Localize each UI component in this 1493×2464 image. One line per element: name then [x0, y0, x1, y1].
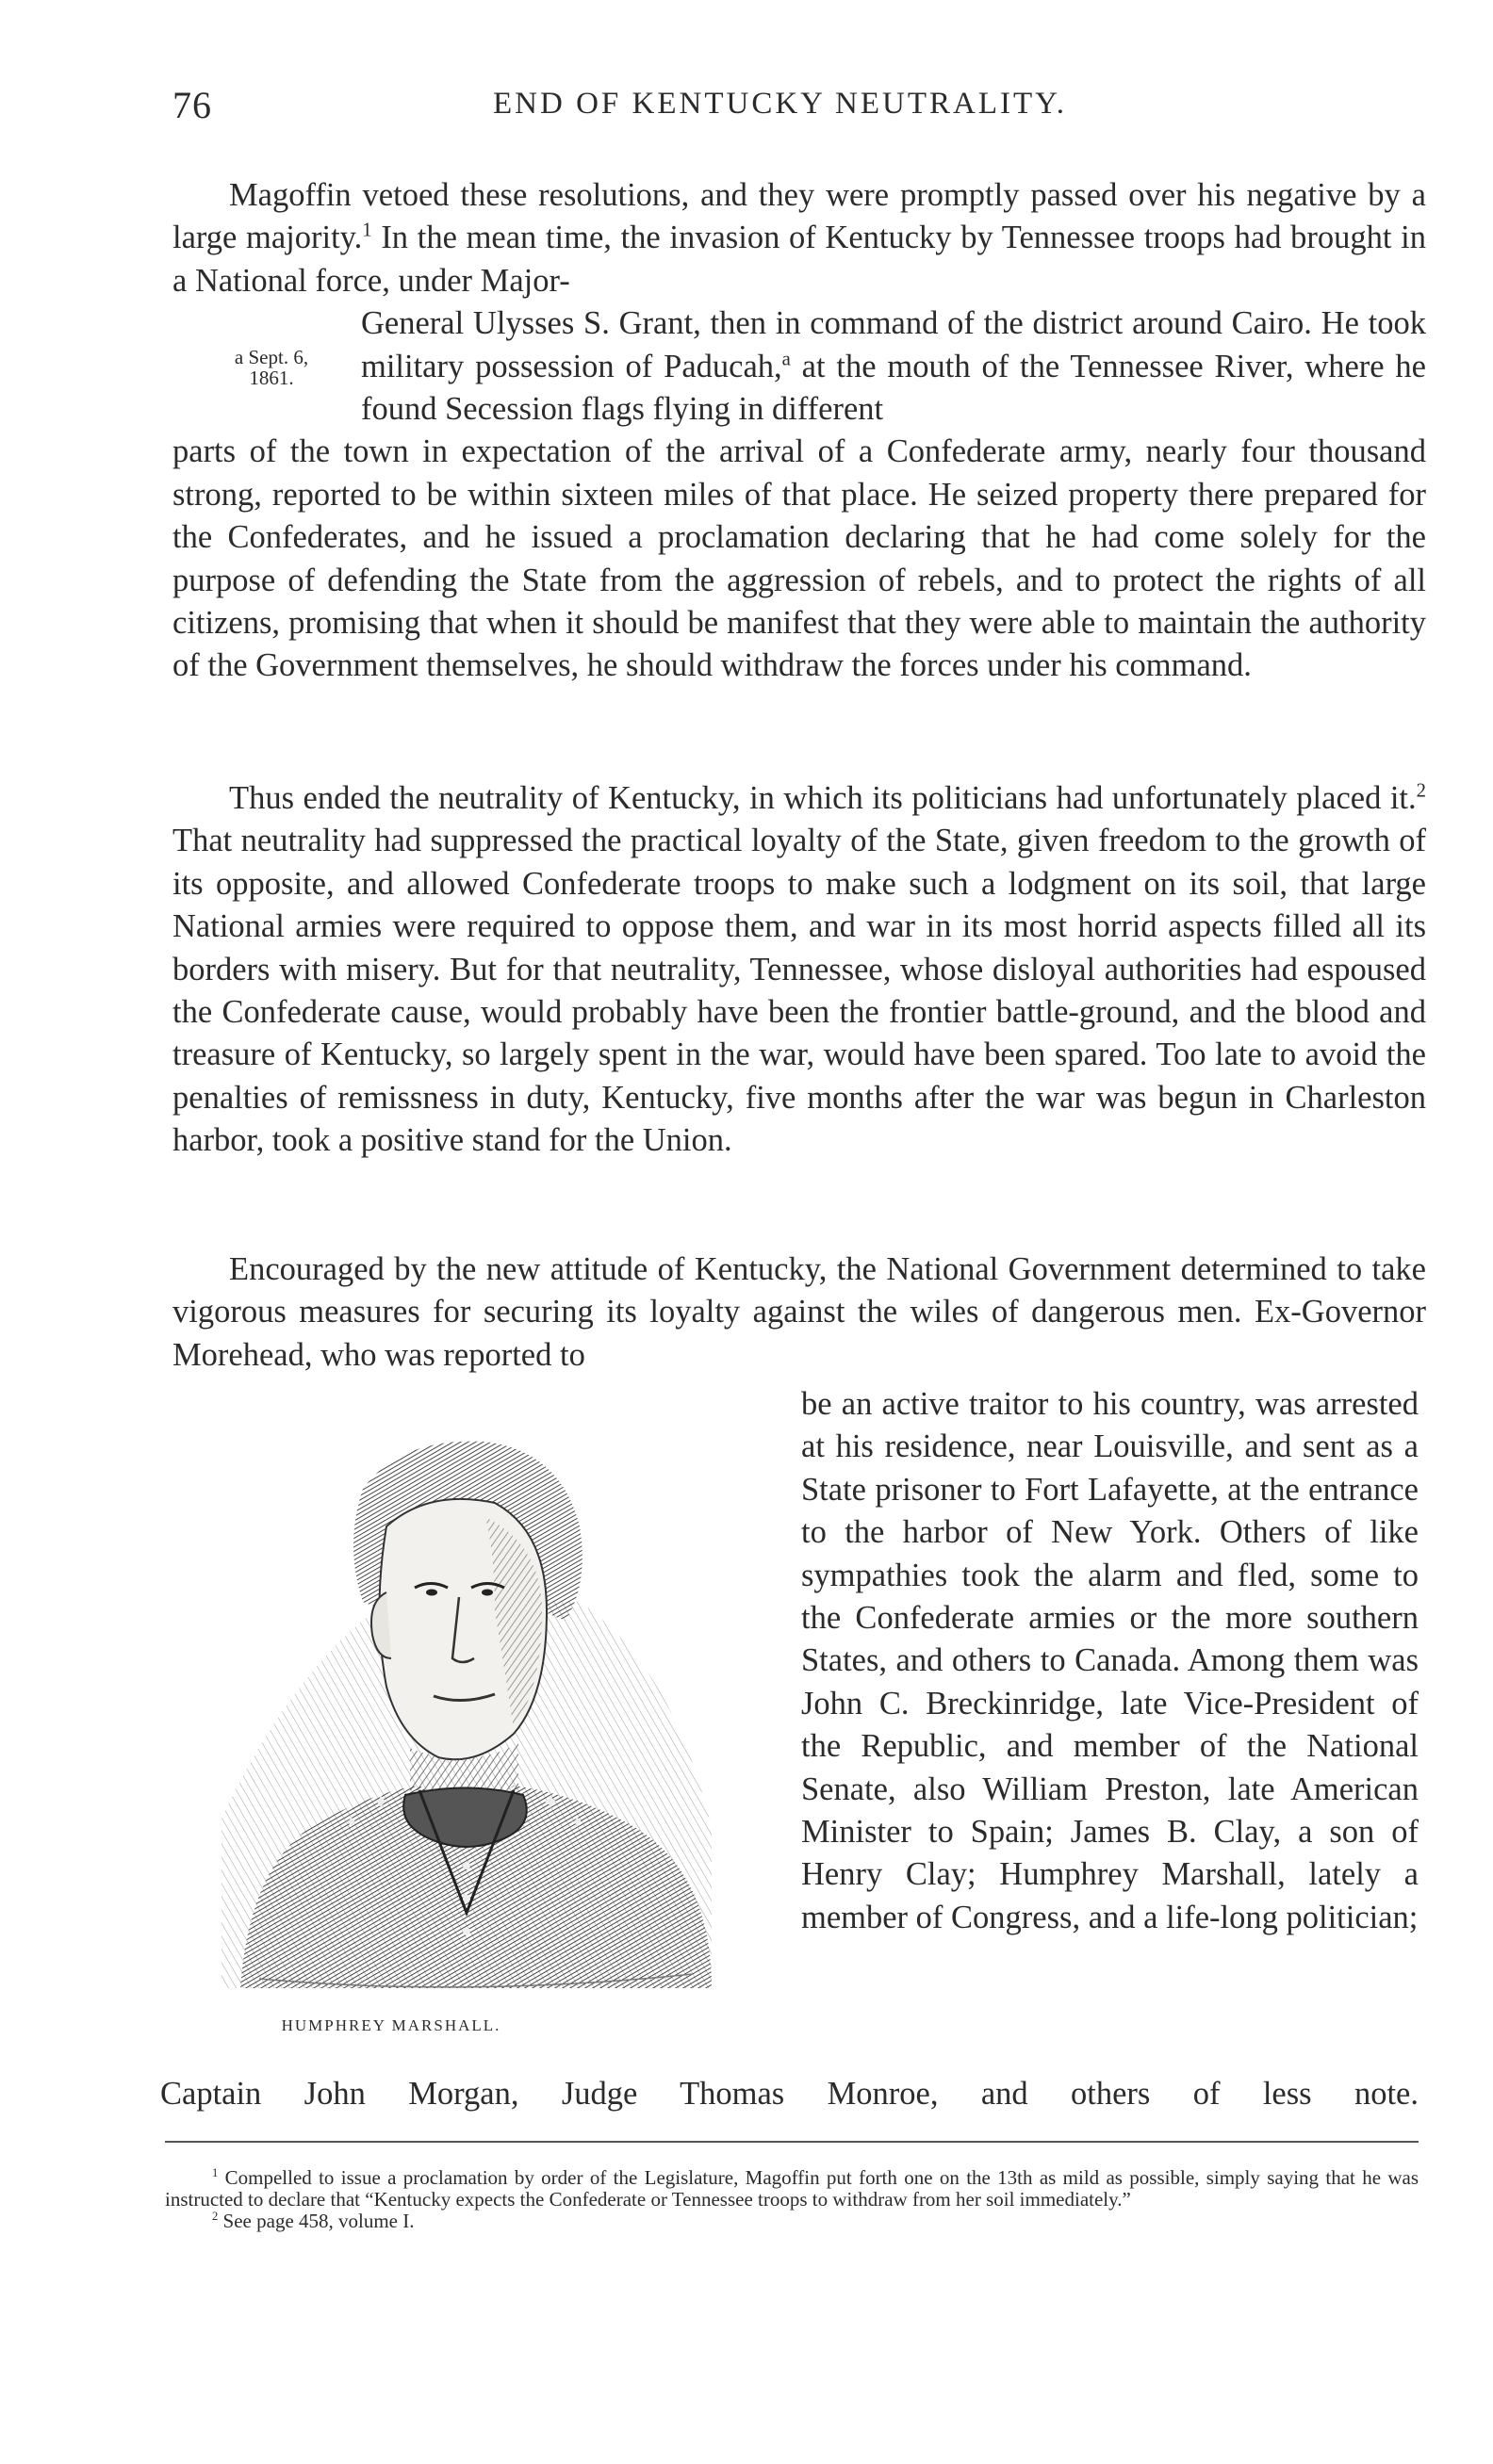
svg-text:✦: ✦ — [344, 1813, 359, 1833]
paragraph-3-closing-line: Captain John Morgan, Judge Thomas Monroe, and others of less note. — [160, 2076, 1419, 2112]
footnote-2 — [165, 2211, 1419, 2232]
footnote-rule — [165, 2141, 1419, 2143]
paragraph-1-text-d: at the mouth of the Tennessee River, where he found Secession flags flying in different — [361, 348, 1426, 428]
footnote-1 — [165, 2167, 1419, 2211]
marginal-ref-a: a — [781, 349, 791, 370]
paragraph-2 — [172, 777, 1426, 1163]
paragraph-1-continuation: parts of the town in expectation of the arrival of a Confederate army, nearly four thousand strong, reported to be within sixteen miles of that place. He seized property there prepared for the Confederates, and he issued a proclamation declaring that he had come solely for the purpose of defending the State from the aggression of rebels, and to protect the rights of all citizens, promising that when it should be manifest that they were able to maintain the authority of the Government themselves, he should withdraw the forces under his command. — [172, 433, 1426, 684]
footnote-2-text: See page 458, volume I. — [218, 2210, 415, 2232]
svg-text:✦: ✦ — [372, 1791, 390, 1815]
paragraph-2-text-a: Thus ended the neutrality of Kentucky, in which its politicians had unfortunately placed it. — [229, 780, 1417, 816]
footnotes — [165, 2167, 1419, 2232]
footnote-1-text: Compelled to issue a proclamation by order of the Legislature, Magoffin put forth one on the 13th as mild as possible, simply saying that he was instructed to declare that “Kentucky expects the Confederate or Tennessee troops to withdraw from her soil immediately.” — [165, 2166, 1419, 2211]
footnote-ref-2[interactable]: 2 — [1416, 780, 1426, 802]
portrait-caption: HUMPHREY MARSHALL. — [281, 2016, 501, 2034]
paragraph-1-text-a: Magoffin vetoed these resolutions, and they were promptly passed over his negative by a large majority. — [172, 177, 1426, 256]
marginal-note-line-1: a Sept. 6, — [234, 346, 309, 368]
svg-text:✦: ✦ — [542, 1791, 560, 1815]
paragraph-2-text-b: That neutrality had suppressed the practical loyalty of the State, given freedom to the growth of its opposite, and allowed Confederate troops to make such a lodgment on its soil, that large National armies were required to oppose them, and war in its most horrid aspects filled all its borders with misery. But for that neutrality, Tennessee, whose disloyal authorities had espoused the Confederate cause, would probably have been the frontier battle-ground, and the blood and treasure of Kentucky, so largely spent in the war, would have been spared. Too late to avoid the penalties of remissness in duty, Kentucky, five months after the war was begun in Charleston harbor, took a positive stand for the Union. — [172, 823, 1426, 1159]
paragraph-1-indented-block — [361, 302, 1426, 431]
footnote-1-number: 1 — [212, 2166, 219, 2179]
marginal-note-line-2: 1861. — [249, 367, 294, 389]
paragraph-3-opening: Encouraged by the new attitude of Kentucky, the National Government determined to take vigorous measures for securing its loyalty against the wiles of dangerous men. Ex-Governor Morehead, who was reported to — [172, 1251, 1426, 1373]
paragraph-1-text-b: In the mean time, the invasion of Kentucky by Tennessee troops had brought in a National force, under Major- — [172, 220, 1426, 299]
footnote-2-number: 2 — [212, 2210, 219, 2223]
running-title: END OF KENTUCKY NEUTRALITY. — [493, 87, 1067, 121]
running-head — [172, 83, 1417, 130]
page-number: 76 — [172, 84, 212, 126]
svg-text:✦: ✦ — [570, 1813, 585, 1833]
paragraph-1-opening — [172, 174, 1426, 302]
footnote-ref-1[interactable]: 1 — [362, 220, 372, 241]
paragraph-1 — [172, 174, 1426, 688]
marginal-date-note — [215, 347, 328, 388]
paragraph-1-text-c: General Ulysses S. Grant, then in command of the district around Cairo. He took military possession of Paducah, — [361, 305, 1426, 384]
portrait-engraving — [184, 1423, 749, 2007]
paragraph-3-wrap-text: be an active traitor to his country, was arrested at his residence, near Louisville, and sent as a State prisoner to Fort Lafayette, at the entrance to the harbor of New York. Others of like sympathies took the alarm and fled, some to the Confederate armies or the more southern States, and others to Canada. Among them was John C. Breckinridge, late Vice-President of the Republic, and member of the National Senate, also William Preston, late American Minister to Spain; James B. Clay, a son of Henry Clay; Humphrey Marshall, lately a member of Congress, and a life-long politician; — [801, 1386, 1419, 1935]
portrait-illustration — [184, 1423, 749, 2007]
